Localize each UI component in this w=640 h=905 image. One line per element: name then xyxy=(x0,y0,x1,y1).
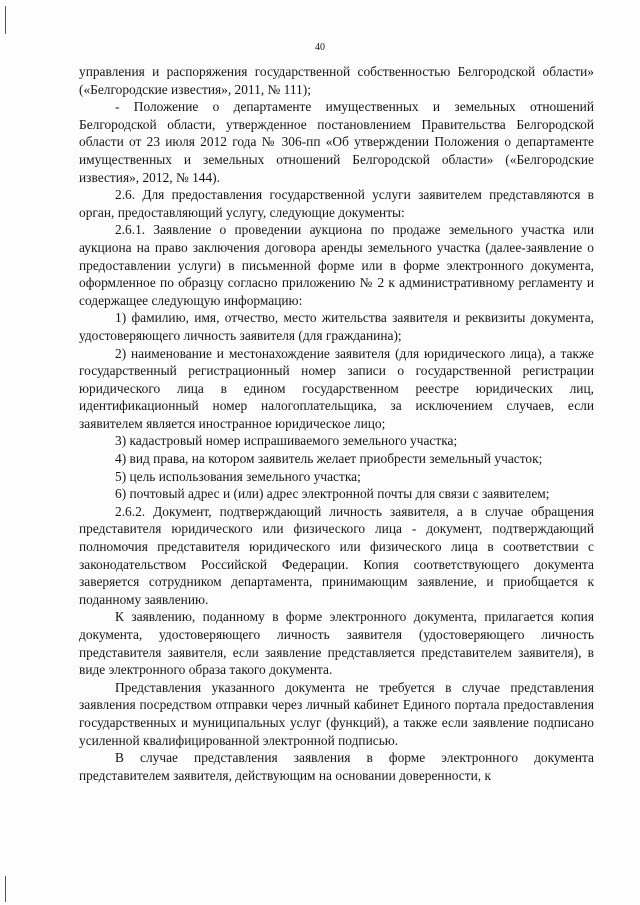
list-item-3: 3) кадастровый номер испрашиваемого земельного участка; xyxy=(115,433,458,449)
paragraph-not-required: Представления указанного документа не требуется в случае представления заявления посредством отправки через личный кабинет Единого портала предоставления государственных и муниципальных услуг (функций), а также если заявление подписано усиленной квалифицированной электронной подписью. xyxy=(79,679,594,748)
list-item-5: 5) цель использования земельного участка; xyxy=(115,468,361,484)
paragraph-department-regulation: - Положение о департаменте имущественных и земельных отношений Белгородской области, утвержденное постановлением Правительства Белгородской области от 23 июля 2012 года № 306-пп «Об утверждении Положения о департаменте имущественных и земельных отношений Белгородской области» («Белгородские известия», 2012, № 144). xyxy=(79,99,594,185)
scan-edge-mark-bottom xyxy=(5,876,6,902)
page-number: 40 xyxy=(315,42,325,53)
list-item-4: 4) вид права, на котором заявитель желает приобрести земельный участок; xyxy=(115,451,543,467)
document-body xyxy=(79,63,594,784)
paragraph-continuation: управления и распоряжения государственной собственностью Белгородской области» («Белгородские известия», 2011, № 111); xyxy=(79,64,594,97)
list-item-1: 1) фамилию, имя, отчество, место жительства заявителя и реквизиты документа, удостоверяющего личность заявителя (для гражданина); xyxy=(79,310,594,343)
paragraph-electronic-copy: К заявлению, поданному в форме электронного документа, прилагается копия документа, удостоверяющего личность заявителя (удостоверяющего личность представителя заявителя, если заявление представляется представителем заявителя), в виде электронного образа такого документа. xyxy=(79,609,594,678)
scan-edge-mark-top xyxy=(5,6,6,34)
paragraph-2-6-1: 2.6.1. Заявление о проведении аукциона по продаже земельного участка или аукциона на право заключения договора аренды земельного участка (далее-заявление о предоставлении услуги) в письменной форме или в форме электронного документа, оформленное по образцу согласно приложению № 2 к административному регламенту и содержащее следующую информацию: xyxy=(79,222,594,308)
paragraph-representative: В случае представления заявления в форме электронного документа представителем заявителя, действующим на основании доверенности, к xyxy=(79,750,594,783)
paragraph-2-6-2: 2.6.2. Документ, подтверждающий личность заявителя, а в случае обращения представителя юридического или физического лица - документ, подтверждающий полномочия представителя юридического или физического лица в соответствии с законодательством Российской Федерации. Копия соответствующего документа заверяется сотрудником департамента, принимающим заявление, и приобщается к поданному заявлению. xyxy=(79,503,594,607)
list-item-2: 2) наименование и местонахождение заявителя (для юридического лица), а также государственный регистрационный номер записи о государственной регистрации юридического лица в едином государственном реестре юридических лиц, идентификационный номер налогоплательщика, за исключением случаев, если заявителем является иностранное юридическое лицо; xyxy=(79,345,594,431)
paragraph-2-6: 2.6. Для предоставления государственной услуги заявителем представляются в орган, предоставляющий услугу, следующие документы: xyxy=(79,187,594,220)
list-item-6: 6) почтовый адрес и (или) адрес электронной почты для связи с заявителем; xyxy=(115,486,550,502)
